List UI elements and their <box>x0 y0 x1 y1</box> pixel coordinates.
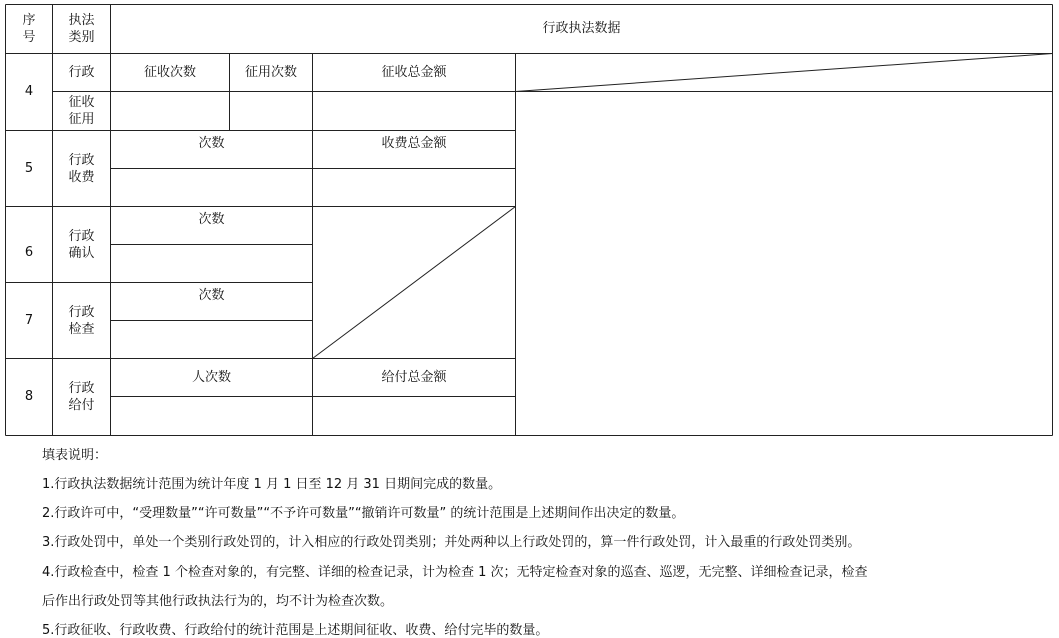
row4-input-collection-amount[interactable] <box>313 92 515 130</box>
note-item-1: 1.行政执法数据统计范围为统计年度 1 月 1 日至 12 月 31 日期间完成的数量。 <box>42 477 502 492</box>
row5-col-fee-amount: 收费总金额 <box>381 136 447 151</box>
row6-category-cell <box>53 207 110 282</box>
row4-col-requisition-count: 征用次数 <box>244 64 297 80</box>
row5-number: 5 <box>24 160 34 176</box>
row5-input-fee-amount[interactable] <box>313 169 515 206</box>
row7-input-count[interactable] <box>111 321 312 358</box>
row4-number: 4 <box>24 84 34 99</box>
notes-title: 填表说明： <box>42 448 108 463</box>
row5-col-count: 次数 <box>198 136 225 151</box>
row8-category-cell <box>53 359 110 435</box>
header-category-line2: 类别 <box>68 30 95 45</box>
row5-category-line2: 收费 <box>68 169 95 185</box>
header-seq-line1: 序 <box>22 13 36 28</box>
row7-category-cell <box>53 283 110 358</box>
note-item-3: 3.行政处罚中，单处一个类别行政处罚的，计入相应的行政处罚类别；并处两种以上行政处罚的，算一件行政处罚，计入最重的行政处罚类别。 <box>42 535 861 550</box>
row5-input-count[interactable] <box>111 169 312 206</box>
note-item-4: 4.行政检查中，检查 1 个检查对象的，有完整、详细的检查记录，计为检查 1 次；无特定检查对象的巡查、巡逻，无完整、详细检查记录，检查 <box>42 565 868 580</box>
row8-category-line1: 行政 <box>68 381 95 396</box>
row7-category-line2: 检查 <box>68 321 95 337</box>
row6-category-line2: 确认 <box>68 245 95 261</box>
row6-input-count[interactable] <box>111 245 312 282</box>
row5-category-cell <box>53 131 110 206</box>
note-item-2: 2.行政许可中，“受理数量”“许可数量”“不予许可数量”“撤销许可数量” 的统计范围是上述期间作出决定的数量。 <box>42 506 685 521</box>
row8-input-payment-amount[interactable] <box>313 397 515 435</box>
note-item-5: 5.行政征收、行政收费、行政给付的统计范围是上述期间征收、收费、给付完毕的数量。 <box>42 623 549 638</box>
row4-input-requisition-count[interactable] <box>230 92 312 130</box>
row5-category-line1: 行政 <box>68 152 95 168</box>
row7-col-count: 次数 <box>198 288 225 303</box>
row8-col-person-count: 人次数 <box>191 369 231 385</box>
row4-category-line1: 行政 <box>68 64 95 80</box>
row6-category-line1: 行政 <box>68 228 95 244</box>
row4-col-collection-amount: 征收总金额 <box>381 64 447 80</box>
header-seq-line2: 号 <box>22 30 36 45</box>
row4-col-collection-count: 征收次数 <box>143 64 196 80</box>
header-category-line1: 执法 <box>68 13 95 28</box>
note-item-4-continued: 后作出行政处罚等其他行政执法行为的，均不计为检查次数。 <box>42 594 394 609</box>
row8-number: 8 <box>24 389 34 404</box>
row4-input-collection-count[interactable] <box>111 92 229 130</box>
row7-category-line1: 行政 <box>68 304 95 320</box>
row4-category-line3: 征用 <box>68 112 95 127</box>
row4-category-rest <box>53 92 110 130</box>
row6-col-count: 次数 <box>198 212 225 227</box>
header-category-cell <box>53 5 110 53</box>
row8-input-person-count[interactable] <box>111 397 312 435</box>
header-seq-cell <box>6 5 52 53</box>
row4-category-line2: 征收 <box>68 95 95 110</box>
header-data-title: 行政执法数据 <box>542 21 621 36</box>
row7-number: 7 <box>24 312 34 328</box>
row8-category-line2: 给付 <box>68 398 95 413</box>
row6-number: 6 <box>24 245 34 260</box>
row8-col-payment-amount: 给付总金额 <box>381 369 447 385</box>
